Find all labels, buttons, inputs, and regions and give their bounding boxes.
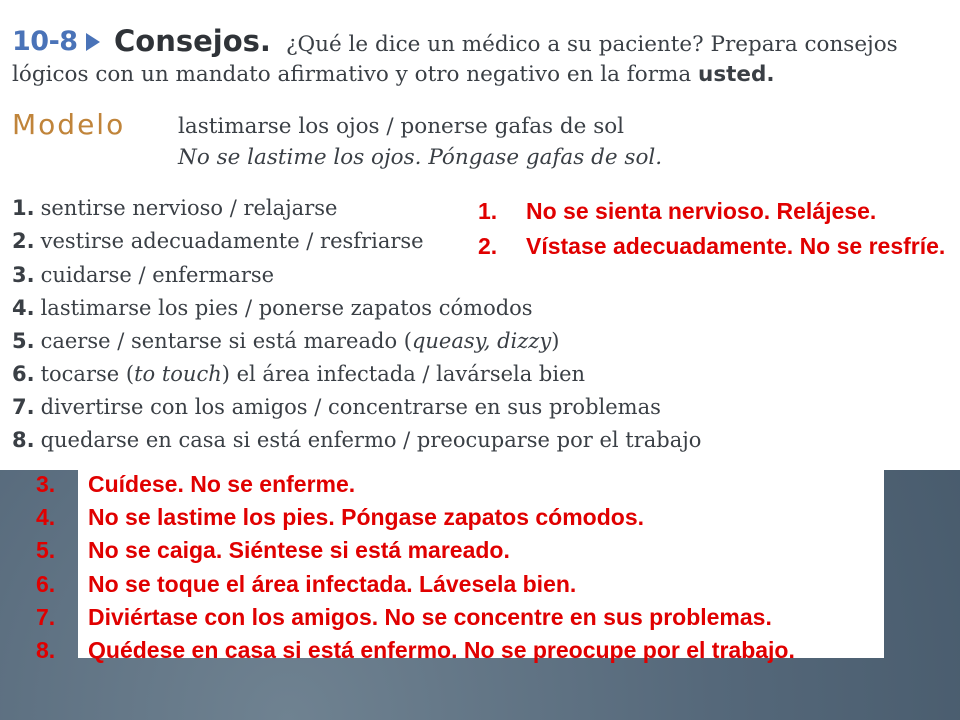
- exercise-item: [12, 196, 337, 220]
- answer-list-bottom: [36, 468, 960, 667]
- answer-number: 8.: [36, 637, 56, 664]
- item-italic-gloss: queasy, dizzy: [411, 329, 552, 353]
- item-text: quedarse en casa si está enfermo / preocuparse por el trabajo: [40, 428, 702, 452]
- answer-item: [36, 534, 960, 567]
- item-text: lastimarse los pies / ponerse zapatos cómodos: [40, 296, 533, 320]
- answer-number: 3.: [36, 471, 56, 497]
- answer-number: 1.: [478, 198, 498, 224]
- exercise-item: [12, 362, 585, 386]
- item-number: 7.: [12, 395, 35, 419]
- answer-list-top: [478, 194, 958, 264]
- answer-text: No se toque el área infectada. Lávesela bien.: [88, 570, 577, 597]
- item-number: 6.: [12, 362, 35, 386]
- item-text: sentirse nervioso / relajarse: [40, 196, 338, 220]
- answer-item: [36, 634, 960, 667]
- exercise-item: [12, 263, 274, 287]
- answer-number: 6.: [36, 570, 56, 597]
- answer-item: [36, 501, 960, 534]
- answer-item: [36, 601, 960, 634]
- answer-number: 7.: [36, 603, 56, 630]
- exercise-item: [12, 329, 559, 353]
- modelo-prompt: lastimarse los ojos / ponerse gafas de sol: [178, 114, 625, 139]
- answer-number: 4.: [36, 504, 56, 531]
- modelo-answer: No se lastime los ojos. Póngase gafas de sol.: [178, 145, 663, 170]
- exercise-number: 10-8: [12, 26, 78, 57]
- item-tail: ): [551, 329, 560, 353]
- item-text: cuidarse / enfermarse: [40, 263, 275, 287]
- exercise-title: Consejos.: [114, 24, 271, 58]
- item-tail: ) el área infectada / lavársela bien: [221, 362, 586, 386]
- instruction-line-2-text: lógicos con un mandato afirmativo y otro negativo en la forma: [12, 62, 692, 87]
- item-text: vestirse adecuadamente / resfriarse: [40, 229, 424, 253]
- item-number: 3.: [12, 263, 35, 287]
- answer-item: [36, 468, 960, 501]
- item-number: 8.: [12, 428, 35, 452]
- answer-item: [478, 194, 958, 229]
- answer-text: No se sienta nervioso. Relájese.: [526, 198, 877, 224]
- answer-text: Quédese en casa si está enfermo. No se preocupe por el trabajo.: [88, 637, 795, 664]
- item-number: 4.: [12, 296, 35, 320]
- play-arrow-icon: [86, 33, 100, 51]
- answer-text: No se lastime los pies. Póngase zapatos cómodos.: [88, 504, 644, 531]
- exercise-item: [12, 229, 424, 253]
- item-text: tocarse (: [40, 362, 135, 386]
- answer-text: Cuídese. No se enferme.: [88, 471, 356, 497]
- exercise-item: [12, 428, 701, 452]
- instruction-line-1: ¿Qué le dice un médico a su paciente? Prepara consejos: [286, 32, 898, 57]
- answer-text: Vístase adecuadamente. No se resfríe.: [526, 233, 946, 259]
- item-italic-gloss: to touch: [134, 362, 222, 386]
- item-number: 1.: [12, 196, 35, 220]
- item-text: divertirse con los amigos / concentrarse en sus problemas: [40, 395, 661, 419]
- exercise-item: [12, 296, 533, 320]
- answer-text: No se caiga. Siéntese si está mareado.: [88, 537, 510, 564]
- answer-text: Diviértase con los amigos. No se concentre en sus problemas.: [88, 603, 772, 630]
- instruction-line-2: [12, 62, 775, 87]
- answer-number: 2.: [478, 233, 498, 259]
- modelo-label: Modelo: [12, 108, 126, 141]
- answer-item: [478, 229, 958, 264]
- instruction-bold-word: usted.: [698, 62, 775, 87]
- item-number: 5.: [12, 329, 35, 353]
- item-text: caerse / sentarse si está mareado (: [40, 329, 412, 353]
- exercise-item: [12, 395, 661, 419]
- item-number: 2.: [12, 229, 35, 253]
- answer-number: 5.: [36, 537, 56, 564]
- answer-item: [36, 568, 960, 601]
